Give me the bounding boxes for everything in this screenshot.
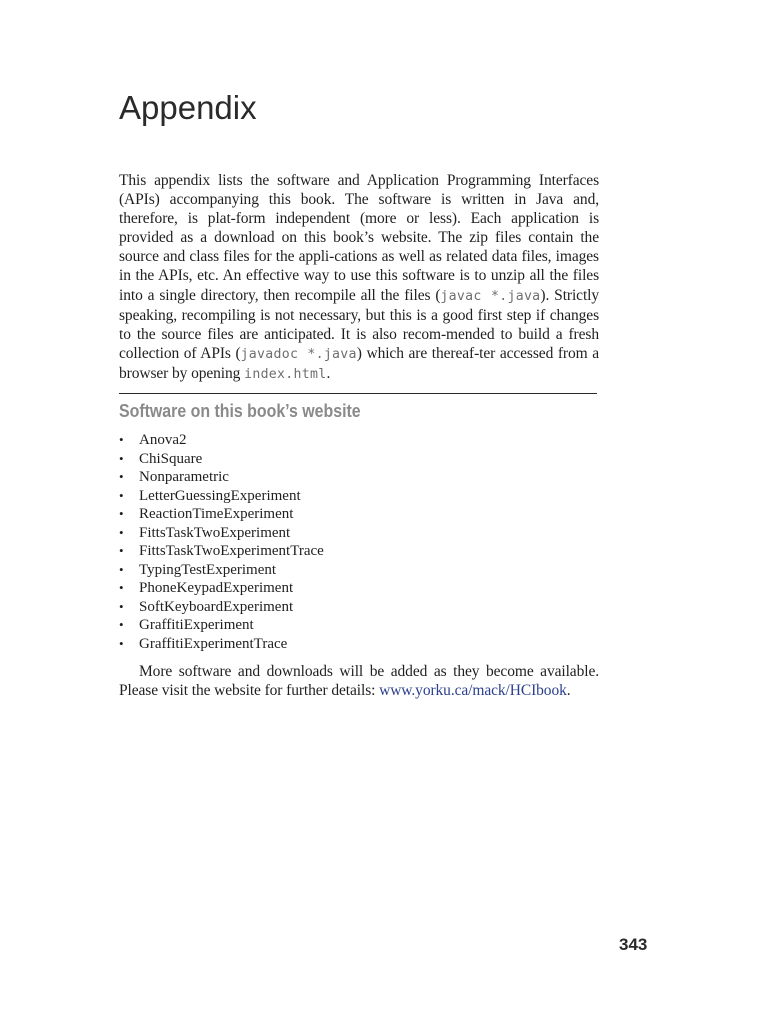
bullet-icon: • [119, 524, 124, 540]
list-item [119, 542, 324, 561]
closing-suffix: . [566, 682, 571, 700]
list-item [119, 579, 324, 598]
list-item-label: FittsTaskTwoExperimentTrace [139, 543, 324, 559]
closing-paragraph [119, 662, 599, 700]
page-number: 343 [619, 935, 648, 954]
list-item-label: GraffitiExperimentTrace [139, 635, 288, 652]
list-item-label: Nonparametric [139, 469, 229, 485]
list-item-label: FittsTaskTwoExperiment [139, 524, 291, 541]
list-item-label: SoftKeyboardExperiment [139, 598, 294, 615]
software-list [119, 431, 324, 653]
bullet-icon: • [119, 598, 124, 614]
list-item [119, 450, 324, 469]
code-index-html: index.html [244, 366, 327, 382]
list-item [119, 431, 324, 450]
website-link[interactable]: www.yorku.ca/mack/HCIbook [379, 682, 567, 700]
section-heading: Software on this book’s website [119, 400, 361, 421]
list-item-label: ReactionTimeExperiment [139, 506, 294, 522]
list-item-label: PhoneKeypadExperiment [139, 580, 294, 596]
intro-text-3: ) which are thereaf-ter accessed from a browser by opening [119, 344, 600, 382]
list-item [119, 524, 324, 543]
list-item [119, 505, 324, 524]
list-item [119, 598, 324, 617]
code-javac: javac *.java [440, 288, 541, 304]
bullet-icon: • [119, 635, 124, 651]
bullet-icon: • [119, 432, 124, 447]
section-divider [119, 393, 597, 394]
code-javadoc: javadoc *.java [240, 346, 357, 362]
intro-text-1: This appendix lists the software and Application Programming Interfaces (APIs) accompanying this book. The software is written in Java and, therefore, is plat-form independent (more or less). Each application is provided as a download on this book’s website. The zip files contain the source and class files for the appli-cations as well as related data files, images in the APIs, etc. An effective way to use this software is to unzip all the files into a single directory, then recompile all the files ( [119, 172, 599, 304]
bullet-icon: • [119, 617, 124, 632]
list-item-label: Anova2 [139, 432, 187, 448]
closing-text: More software and downloads will be added as they become available. Please visit the website for further details: [119, 663, 599, 700]
bullet-icon: • [119, 543, 124, 558]
bullet-icon: • [119, 561, 124, 577]
bullet-icon: • [119, 450, 124, 466]
list-item [119, 635, 324, 654]
list-item [119, 561, 324, 580]
bullet-icon: • [119, 580, 124, 595]
page-title: Appendix [119, 89, 257, 126]
list-item-label: ChiSquare [139, 450, 203, 467]
intro-text-4: . [326, 364, 331, 382]
intro-text-2: ). Strictly speaking, recompiling is not necessary, but this is a good first step if changes to the source files are anticipated. It is also recom-mended to build a fresh collection of APIs ( [119, 286, 600, 362]
list-item-label: LetterGuessingExperiment [139, 487, 301, 504]
list-item [119, 468, 324, 487]
list-item-label: TypingTestExperiment [139, 561, 277, 578]
intro-paragraph [119, 171, 599, 384]
list-item-label: GraffitiExperiment [139, 617, 254, 633]
list-item [119, 487, 324, 506]
bullet-icon: • [119, 487, 124, 503]
bullet-icon: • [119, 506, 124, 521]
bullet-icon: • [119, 469, 124, 484]
list-item [119, 616, 324, 635]
